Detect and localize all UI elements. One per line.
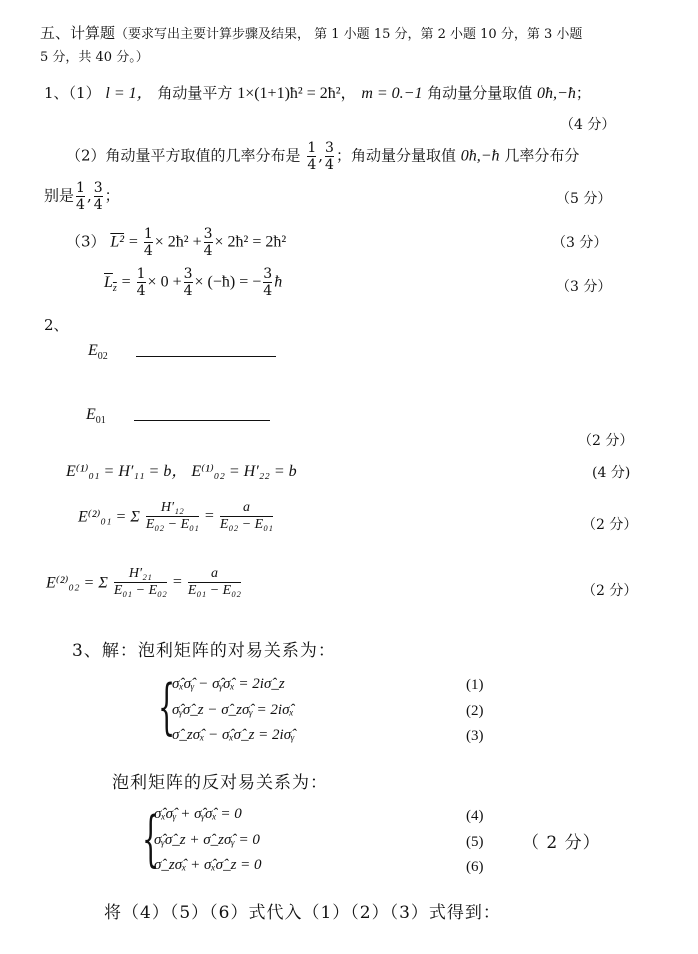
q1-part1-text: 角动量平方 — [157, 84, 233, 102]
frac-den: E₀₂ − E₀₁ — [219, 517, 273, 532]
frac-den: 4 — [136, 283, 146, 299]
frac-num: 3 — [263, 266, 273, 282]
frac-den: 4 — [76, 197, 85, 213]
q2-levels-score: （2 分） — [578, 433, 634, 449]
fraction-1-4 — [144, 226, 153, 259]
frac-den: E₀₂ − E₀₁ — [145, 517, 199, 532]
frac-den: E₀₁ − E₀₂ — [113, 583, 167, 598]
q1-part1-text2: 角动量分量取值 — [427, 84, 533, 102]
q1-part1-label: 1、（1） — [44, 84, 101, 102]
q2-first-order: E⁽¹⁾₀₁ = H′₁₁ = b， E⁽¹⁾₀₂ = H′₂₂ = b — [66, 463, 297, 480]
frac-num: 1 — [143, 226, 153, 242]
section-instructions-line2: 5 分，共 40 分。） — [40, 50, 149, 65]
q1-part2-line2-prefix: 别是 — [44, 186, 75, 205]
commutator-eq-3: σ̂_zσ̂ₓ − σ̂ₓσ̂_z = 2iσ̂ᵧ — [172, 727, 295, 743]
e02-2-lhs: E⁽²⁾₀₂ = Σ — [46, 574, 108, 592]
section-instructions: （要求写出主要计算步骤及结果， 第 1 小题 15 分，第 2 小题 10 分，第 3 小题 — [115, 27, 583, 42]
q1-part1-score: （4 分） — [560, 117, 616, 133]
frac-den: 4 — [203, 243, 213, 259]
level-e01-line — [134, 420, 270, 421]
anticommutator-eq-6: σ̂_zσ̂ₓ + σ̂ₓσ̂_z = 0 — [154, 857, 262, 873]
fraction-1-4 — [307, 140, 316, 173]
eq2-term: × 0 + — [147, 273, 182, 291]
q1-part1 — [44, 80, 591, 103]
q1-part1-l2-value: 1×(1+1)ħ² = 2ħ²， — [237, 85, 357, 102]
frac-num: H′₁₂ — [160, 500, 184, 515]
frac-num: 1 — [76, 180, 85, 196]
q1-part3-score1: （3 分） — [552, 235, 608, 251]
l2-average: L² — [110, 233, 125, 251]
eq1-term: × 2ħ² + — [154, 233, 202, 251]
q1-part2-lz-values: 0ħ,−ħ — [460, 147, 500, 165]
e02-2-result-fraction — [188, 566, 241, 599]
anticommutator-num-6: (6) — [466, 859, 484, 875]
commutator-eq-1: σ̂ₓσ̂ᵧ − σ̂ᵧσ̂ₓ = 2iσ̂_z — [172, 676, 285, 692]
frac-num: 3 — [203, 226, 213, 242]
commutator-brace: { — [158, 672, 176, 742]
section-title: 五、计算题 — [40, 24, 116, 42]
commutator-eq-2: σ̂ᵧσ̂_z − σ̂_zσ̂ᵧ = 2iσ̂ₓ — [172, 702, 294, 718]
anticommutator-eq-5: σ̂ᵧσ̂_z + σ̂_zσ̂ᵧ = 0 — [154, 832, 260, 848]
frac-num: 1 — [307, 140, 317, 156]
lz-average — [104, 273, 117, 294]
frac-den: 4 — [307, 157, 317, 173]
anticommutator-eq-4: σ̂ₓσ̂ᵧ + σ̂ᵧσ̂ₓ = 0 — [154, 806, 242, 822]
eq2-term2: × (−ħ) = − — [194, 273, 262, 291]
e01-sub: 01 — [95, 415, 106, 427]
q2-e02-score: （2 分） — [582, 583, 638, 599]
q1-part1-lz-values: 0ħ,−ħ — [537, 85, 576, 102]
frac-num: 3 — [183, 266, 193, 282]
frac-den: 4 — [263, 283, 273, 299]
q1-part2-line2: 别是 $\frac{1}{4}$ , $\frac{3}{4}$ ； — [44, 180, 120, 213]
frac-num: 3 — [325, 140, 334, 156]
anticommutator-score: （ 2 分） — [522, 833, 601, 853]
frac-den: 4 — [183, 283, 193, 299]
commutator-num-3: (3) — [466, 728, 484, 744]
frac-num: a — [210, 566, 218, 581]
commutator-num-1: (1) — [466, 677, 484, 693]
e02-symbol: E — [88, 342, 98, 359]
lz-sub: z — [112, 282, 117, 294]
q2-e01-score: （2 分） — [582, 517, 638, 533]
q1-part2: （2）角动量平方取值的几率分布是 $\frac{1}{4}$ , $\frac{3}{4}$ ；角动量分量取值 0ħ,−ħ 几率分布分 — [66, 140, 580, 173]
eq2-hbar: ħ — [274, 273, 283, 291]
level-e01-label — [86, 406, 106, 426]
level-e02-line — [136, 356, 276, 357]
q2-label: 2、 — [44, 316, 69, 334]
q2-e02-second-order: E⁽²⁾₀₂ = Σ $\frac{\text{H′₂₁}}{\text{E₀₁ − E₀₂}}$ = $\frac{a}{\text{E₀₁ − E₀₂}}$ — [46, 566, 241, 598]
q1-part1-m-values: m = 0.−1 — [361, 85, 423, 102]
e01-2-lhs: E⁽²⁾₀₁ = Σ — [78, 508, 140, 526]
fraction-3-4 — [94, 180, 103, 213]
fraction-1-4 — [137, 266, 146, 299]
q1-part2-score: （5 分） — [556, 191, 612, 207]
e01-symbol: E — [86, 406, 96, 423]
frac-den: 4 — [93, 197, 103, 213]
level-e02-label — [88, 342, 108, 362]
lz-symbol: L — [104, 273, 113, 291]
fraction-3-4 — [325, 140, 334, 173]
q2-first-order-score: (4 分) — [592, 465, 631, 481]
e02-2-fraction — [114, 566, 167, 599]
frac-num: 3 — [93, 180, 103, 196]
frac-den: E₀₁ − E₀₂ — [187, 583, 241, 598]
q1-part3-label: （3） — [66, 232, 106, 251]
e01-2-fraction — [146, 500, 199, 533]
q1-part1-l-value: l = 1， — [105, 85, 153, 102]
frac-den: 4 — [143, 243, 153, 259]
q2-e01-second-order: E⁽²⁾₀₁ = Σ $\frac{\text{H′₁₂}}{\text{E₀₂ − E₀₁}}$ = $\frac{a}{\text{E₀₂ − E₀₁}}$ — [78, 500, 273, 532]
q1-part2-text: （2）角动量平方取值的几率分布是 — [66, 146, 301, 165]
frac-num: a — [242, 500, 250, 515]
fraction-3-4 — [184, 266, 193, 299]
q1-part2-text2: ；角动量分量取值 — [335, 146, 456, 165]
eq1-result: × 2ħ² = 2ħ² — [214, 233, 287, 251]
q1-part3-score2: （3 分） — [556, 279, 612, 295]
frac-den: 4 — [325, 157, 334, 173]
q3-anti-intro: 泡利矩阵的反对易关系为： — [112, 773, 328, 793]
q3-intro: 3、解：泡利矩阵的对易关系为： — [72, 641, 336, 661]
q3-final: 将（4）（5）（6）式代入（1）（2）（3）式得到： — [104, 903, 501, 923]
commutator-num-2: (2) — [466, 703, 484, 719]
q1-part3-eq2: $L_z$ = $\frac{1}{4}$ × 0 + $\frac{3}{4}$ × (−ħ) = − $\frac{3}{4}$ ħ — [104, 266, 283, 299]
fraction-3-4 — [204, 226, 213, 259]
fraction-1-4 — [76, 180, 85, 213]
frac-num: H′₂₁ — [128, 566, 152, 581]
q1-part2-line2-end: ； — [104, 186, 120, 205]
anticommutator-brace: { — [142, 804, 160, 874]
section-header-line1 — [40, 22, 582, 43]
fraction-3-4 — [263, 266, 272, 299]
q1-part2-text3: 几率分布分 — [504, 146, 580, 165]
frac-num: 1 — [136, 266, 146, 282]
anticommutator-num-4: (4) — [466, 808, 484, 824]
q1-part1-end: ； — [575, 84, 591, 102]
anticommutator-num-5: (5) — [466, 834, 484, 850]
e01-2-result-fraction — [220, 500, 273, 533]
q1-part3-eq1: （3） L² = $\frac{1}{4}$ × 2ħ² + $\frac{3}{4}$ × 2ħ² = 2ħ² — [66, 226, 287, 259]
e02-sub: 02 — [97, 351, 108, 363]
